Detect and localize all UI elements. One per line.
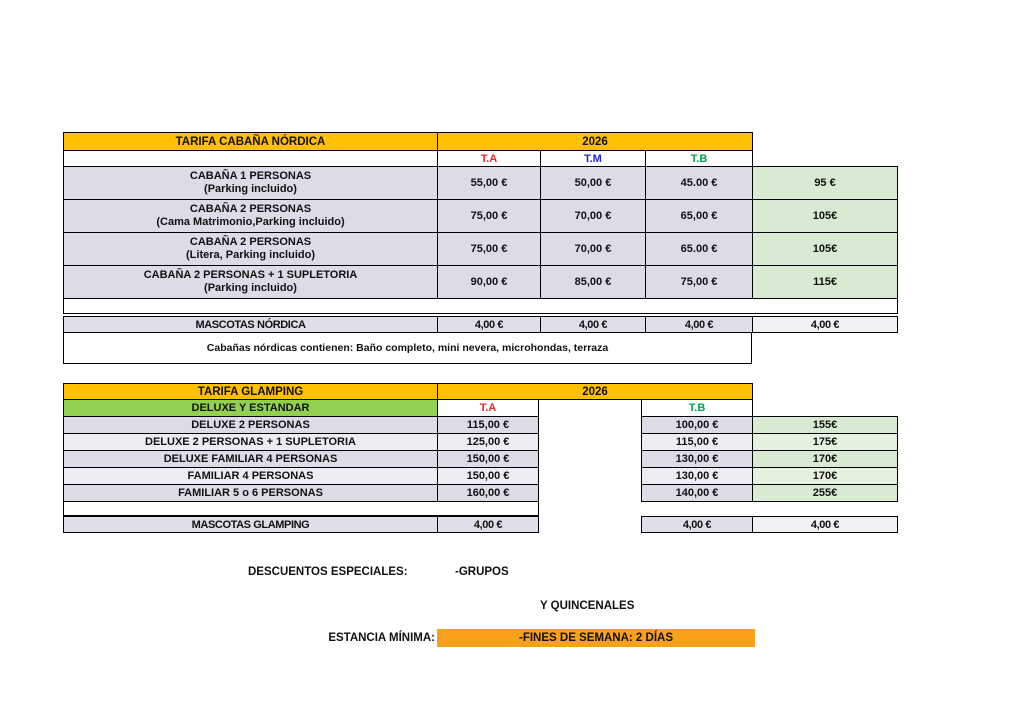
price-cell-tb: 65.00 € <box>646 233 753 266</box>
room-name: CABAÑA 2 PERSONAS <box>189 202 312 215</box>
gap-cell <box>539 485 642 502</box>
nordica-header-row <box>64 133 898 151</box>
price-cell-weekend: 155€ <box>753 417 898 434</box>
estancia-label: ESTANCIA MÍNIMA: <box>328 632 435 644</box>
pets-label-cell: MASCOTAS NÓRDICA <box>64 317 438 333</box>
estancia-value-highlight <box>437 629 755 647</box>
spacer-cell <box>753 384 898 400</box>
price-cell-weekend: 115€ <box>753 266 898 299</box>
room-detail: (Parking incluido) <box>204 183 297 195</box>
price-cell-weekend: 105€ <box>753 233 898 266</box>
pets-price-ta: 4,00 € <box>438 317 541 333</box>
table-row <box>64 200 898 233</box>
season-header-tb: T.B <box>642 400 753 417</box>
room-label-cell: FAMILIAR 5 o 6 PERSONAS <box>64 485 438 502</box>
empty-row <box>64 299 898 314</box>
nordica-season-row <box>64 151 898 167</box>
room-detail: (Parking incluido) <box>204 282 297 294</box>
table-row <box>64 468 898 485</box>
price-cell-ta: 55,00 € <box>438 167 541 200</box>
season-header-ta: T.A <box>438 151 541 167</box>
pets-price-tb: 4,00 € <box>646 317 753 333</box>
table-row <box>64 434 898 451</box>
table-row <box>64 485 898 502</box>
price-cell-tm: 70,00 € <box>541 200 646 233</box>
price-cell-ta: 125,00 € <box>438 434 539 451</box>
empty-cell <box>64 502 539 516</box>
nordica-rate-table <box>63 132 898 314</box>
price-cell-ta: 150,00 € <box>438 451 539 468</box>
gap-cell <box>539 400 642 417</box>
price-cell-tb: 100,00 € <box>642 417 753 434</box>
table-row <box>64 451 898 468</box>
price-cell-weekend: 170€ <box>753 468 898 485</box>
price-cell-tb: 45.00 € <box>646 167 753 200</box>
price-cell-ta: 115,00 € <box>438 417 539 434</box>
room-name: CABAÑA 2 PERSONAS + 1 SUPLETORIA <box>143 268 358 281</box>
price-cell-ta: 90,00 € <box>438 266 541 299</box>
glamping-title: TARIFA GLAMPING <box>64 384 438 400</box>
price-cell-tb: 130,00 € <box>642 451 753 468</box>
price-cell-weekend: 105€ <box>753 200 898 233</box>
pets-price-weekend: 4,00 € <box>753 317 898 333</box>
room-label-cell: DELUXE 2 PERSONAS <box>64 417 438 434</box>
descuentos-item-grupos: -GRUPOS <box>455 566 509 578</box>
nordica-title: TARIFA CABAÑA NÓRDICA <box>64 133 438 151</box>
spacer-cell <box>753 133 898 151</box>
price-cell-tb: 75,00 € <box>646 266 753 299</box>
gap-cell <box>539 468 642 485</box>
price-cell-weekend: 170€ <box>753 451 898 468</box>
price-cell-tm: 50,00 € <box>541 167 646 200</box>
spacer-cell <box>753 151 898 167</box>
price-cell-ta: 75,00 € <box>438 233 541 266</box>
gap-cell <box>539 517 642 533</box>
price-cell-ta: 75,00 € <box>438 200 541 233</box>
table-row <box>64 167 898 200</box>
descuentos-item-quincenales: Y QUINCENALES <box>540 600 635 612</box>
descuentos-label: DESCUENTOS ESPECIALES: <box>248 566 408 578</box>
price-cell-tb: 115,00 € <box>642 434 753 451</box>
room-name: CABAÑA 2 PERSONAS <box>189 235 312 248</box>
room-label-cell <box>64 266 438 299</box>
glamping-season-row <box>64 400 898 417</box>
empty-header-cell <box>64 151 438 167</box>
gap-cell <box>539 451 642 468</box>
nordica-note-text: Cabañas nórdicas contienen: Baño completo, mini nevera, microhondas, terraza <box>206 342 609 354</box>
table-row <box>64 517 898 533</box>
room-label-cell <box>64 167 438 200</box>
room-label-cell: DELUXE 2 PERSONAS + 1 SUPLETORIA <box>64 434 438 451</box>
price-cell-weekend: 175€ <box>753 434 898 451</box>
empty-row <box>64 502 898 516</box>
table-row <box>64 233 898 266</box>
season-header-ta: T.A <box>438 400 539 417</box>
price-cell-weekend: 95 € <box>753 167 898 200</box>
price-cell-ta: 160,00 € <box>438 485 539 502</box>
room-label-cell <box>64 200 438 233</box>
table-row <box>64 317 898 333</box>
pets-price-weekend: 4,00 € <box>753 517 898 533</box>
room-label-cell: FAMILIAR 4 PERSONAS <box>64 468 438 485</box>
room-label-cell <box>64 233 438 266</box>
gap-cell <box>539 417 642 434</box>
empty-cell <box>64 299 898 314</box>
price-cell-tm: 85,00 € <box>541 266 646 299</box>
nordica-year: 2026 <box>438 133 753 151</box>
pets-price-ta: 4,00 € <box>438 517 539 533</box>
table-row <box>64 266 898 299</box>
glamping-pets-row <box>63 516 898 533</box>
room-label-cell: DELUXE FAMILIAR 4 PERSONAS <box>64 451 438 468</box>
glamping-year: 2026 <box>438 384 753 400</box>
season-header-tm: T.M <box>541 151 646 167</box>
estancia-value-text: -FINES DE SEMANA: 2 DÍAS <box>519 632 673 644</box>
table-row <box>64 417 898 434</box>
price-cell-weekend: 255€ <box>753 485 898 502</box>
price-cell-tb: 65,00 € <box>646 200 753 233</box>
room-detail: (Cama Matrimonio,Parking incluido) <box>156 216 345 228</box>
price-cell-tb: 140,00 € <box>642 485 753 502</box>
pets-price-tb: 4,00 € <box>642 517 753 533</box>
nordica-pets-row <box>63 316 898 333</box>
pets-price-tm: 4,00 € <box>541 317 646 333</box>
spacer-cell <box>539 502 898 516</box>
pets-label-cell: MASCOTAS GLAMPING <box>64 517 438 533</box>
price-cell-tb: 130,00 € <box>642 468 753 485</box>
glamping-subheader: DELUXE Y ESTANDAR <box>64 400 438 417</box>
nordica-note <box>63 332 752 364</box>
price-cell-tm: 70,00 € <box>541 233 646 266</box>
glamping-header-row <box>64 384 898 400</box>
season-header-tb: T.B <box>646 151 753 167</box>
glamping-rate-table <box>63 383 898 516</box>
room-detail: (Litera, Parking incluido) <box>186 249 315 261</box>
room-name: CABAÑA 1 PERSONAS <box>189 169 312 182</box>
price-cell-ta: 150,00 € <box>438 468 539 485</box>
spacer-cell <box>753 400 898 417</box>
gap-cell <box>539 434 642 451</box>
